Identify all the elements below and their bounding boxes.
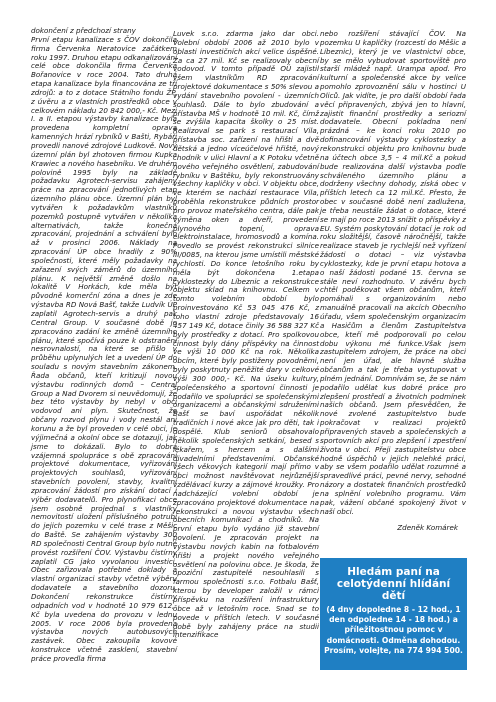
article-text-2: Luvek s.r.o. zdarma jako dar obci. Volební období 2006 až 2010 bylo v oblasti investičních akcí velice úspěšné. Za ca 27 mil. Kč se realizovaly obecní vodovod. V tomto případě OÚ zajistil všem vlastníkům RD zpracování projektové dokumentace s 50% slevou a vydání stavebního povolení - územních souhlasů. Dále to bylo zbudování a přístavba MŠ v hodnotě 10 mil. Kč, čímž se zvýšila kapacita školky o 25 míst. Realizoval se park s restaurací Vila, přístavba soc. zařízení na hřišti a dvě dětská a jedno víceúčelové hřiště, nový chodník v ulici Hlavní a K Potoku včetně nového veřejného osvětlení, zabudování rybníku v Baštěku, byly rekonstruovány všechny kapličky v obci. V objektu obce, ve kterém se nachází restaurace Vila, proběhla rekonstrukce půdních prostor pro provoz mateřského centra, dále pak výměna oken a dveří, provedení plynového topení, oprava elektroinstalace, hromosvodů a komína. Povedlo se provést rekonstrukci silnice III/0085, na kterou jsme umístili městské rychlosti. Do konce letošního roku by měla být dokončena 1.etapa cyklostezky do Líbeznic a rekonstrukce objektu sklad na knihovnu. Celkem v tomto volebním období bylo proinvestováno Kč 53 045 476 Kč, z toho vlastní zdroje představovaly 16 457 149 Kč, dotace činily 36 588 327 Kč byly prostředky z dotací. Pro spolkovou činnost byly dány příspěvky na činnost ve výši 10 000 Kč na rok. Několika obcím, které byly postiženy povodněmi, byly poskytnuty peněžité dary v celkové výši 300 000,- Kč. Na úseku kultury, společenského a sportovní činnosti je podařilo ve spolupráci se společenskými organizacemi a občanskými sdruženími Bašť se baví uspořádat několik tradičních i nové akce jak pro děti, tak i dospělé. Klub seniorů obsahovalo několik společenských setkání, besed s lékařem, s hercem a s dalšími divadelními představeními. Občanské všech věkových kategorií mají přímo v obci možnost navštěvovat nejrůznější vzdělávací kurzy a zájmové kroužky. Pro nadcházející volební období je zpracováno projektové dokumentace na rekonstrukci a novou výstavbu všech obecních komunikací a chodníků. Na první etapu bylo vydáno již stavební povolení. Je zpracován projekt na výstavbu nových kabin na fotbalovém hřišti a projekt nového veřejného osvětlení na polovinu obce. Je škoda, že opoziční zastupitelé nesouhlasili s farmou společnosti s.r.o. Fotbalu Bašť, kterou by developer založil v rámci příspěvku na rozšíření infrastruktury obce až v letošním roce. Snad se to povede v příštích letech. V současné době byly zahájeny práce na studii intenzifikace bbox=[173, 29, 319, 640]
classified-ad-box bbox=[320, 558, 467, 670]
article-text-1: První etapu kanalizace s ČOV dokončila firma Červenka Neratovice začátkem roku 1997. Druhou etapu odkanalizování celé obce dokončila firma Červenka Bořanovice v roce 2004. Tato druhá etapa kanalizace byla financována ze tří zdrojů: a to z dotace Státního fondu ŽP, z úvěru a z vlastních prostředků obce v celkovém nákladu 20 842 000,- Kč. Mezi I. a II. etapou výstavby kanalizace byla provedena kompletní oprava kamenných hrází rybníků v Bašti, Rybáři provedli nanové zdrojové Ludkově. Nový územní plán byl zhotoven firmou Kupka Krawiec a nového hasebníku. Ve druhém polovině 1995 byly na základě požadavku Agrotech-servisu zahájeny práce na zpracování jednotlivých etap územního plánu obce. Územní plán byl vytvářen k požadavkům vlastníků pozemků postupně vytvářen v několika alternativách, takže konečná zpracování, projednání a schválení bylo až v prosinci 2006. Náklady na zpracování ÚP obce hradily z 90% společnosti, které měly požadavky na zařazení svých záměrů do územního plánu. K největší změně došlo na lokalitě V Horkách, kde měla být původně komerční zóna a dnes je zde výstavba RD Nová Bašť, takže Ludvík ÚP zaplatil Agrotech-servis a druhý pak Central Group. V současné době je zpracováno zadání ke změně územního plánu, které spočívá pouze k odstranění nesrovnalostí, na které se přišlo v průběhu uplynulých let a uvedení ÚP do souladu s novým stavebním zákonem. Řada občanů, kteří kritizují novou výstavbu rodinných domů – Central Group a Nad Dvorem si neuvědomují, že bez této výstavby by nebyl v obci vodovod ani plyn. Skutečnost, že občany rozvod plynu i vody nestál ani korunu a že byl proveden v celé obci, je výjimečná a okolní obce se dotazují, jak jsme to dokázali. Bylo to dobrá vzájemná spolupráce s obě zpracování projektové dokumentace, vyřizování projektových souhlasů, vyřizování stavebních povolení, stavby, kvalitní zpracování žádostí pro získání dotací i výběr dodavatelů. Pro plynofikaci obce jsem osobně projednal s vlastníky nemovitostí uložení příslušného potrubí do jejich pozemku v celé trase z Měšic do Baště. Se zahájením výstavby 300 RD společnosti Central Group bylo nutné provést rozšíření ČOV. Výstavbu čistírny zaplatil CG jako vyvolanou investici. Obec zařizovala potřebné doklady a vlastní organizaci stavby včetně výběru dodavatele a stavebního dozoru. Dokončení rekonstrukce čistírny odpadních vod v hodnotě 10 979 612,- Kč byla uvedena do provozu v lednu 2005. V roce 2006 byla provedena výstavba nových autobusových zastávek. Obec zakoupila kovové konstrukce včetně zasklení, stavební práce provedla firma bbox=[31, 34, 178, 663]
author-signature: Zdeněk Komárek bbox=[397, 523, 458, 533]
article-column-2 bbox=[173, 30, 319, 640]
article-column-3 bbox=[320, 30, 466, 533]
ad-title: Hledám paní na celotýdenní hlídání dětí bbox=[336, 566, 451, 602]
continued-note: dokončení z předchozí strany bbox=[31, 26, 136, 35]
article-column-1 bbox=[31, 27, 177, 664]
ad-body: (4 dny dopoledne 8 - 12 hod., 1 den odpoledne 14 - 18 hod.) a příležitostnou pomoc v domácnosti. Odměna dohodou. Prosím, volejte, na 774 994 500. bbox=[324, 605, 463, 655]
article-text-3: nebo rozšíření stávající ČOV. Na pozemku U kapličky (rozcestí do Měšic a Líbeznic), který je ve vlastnictví obce, by se mělo vybudovat sportoviště pro starší mládež např. Urampa apod. Pro kulturní a společenské akce by velice pomohlo zprovoznění sálu v hostinci U Oliců. Jak vidíte, je pro další období řada věcí připravených, zbývá jen to hlavní, zajistit finanční prostředky a seriozní dodavatele. Obecní pokladna není prázdná – ke konci roku 2010 po dofinancování výstavby cyklostezky a rekonstrukci objektu pro knihovnu bude na účtech obce 3,5 – 4 mil.Kč a pokud bude realizována další výstavba podle schváleného územního plánu a dodrženy všechny dohody, získá obec v příštích letech ca 12 mil.Kč. Přesto, že obec v současné době není zadlužena, je třeba neustále žádat o dotace, které se mají po roce 2013 snížit o příspěvky z EU. Systém poskytování dotací je rok od roku složitější, časově náročnější, takže realizace staveb je rychlejší než vyřízení žádosti o dotaci – viz výstavba cyklostezky, kde je první etapu hotova a o naší žádosti podané 15. června se stále neví rozhodnuto. V závěru bych chtěl poděkovat všem občanům, kteří pomáhali s organizováním nebo manuálně pracovali na akcích Obecního úřadu, všem společenským organizacím a Hasičům a členům Zastupitelstva obce, kteří mě podporovali po celou dobu výkonu mé funkce.Však jsem zastupitelem zdrojem, že práce na obci není jen úřad, ale hlavně služba občanům a tak je třeba vystupovat v plném jednání. Domnívám se, že se nám podařilo udělat kus dobré práce pro zlepšení prostředí a životních podmínek našich občanů. Jsem přesvědčen, že nové zvolené zastupitelstvo bude pokračovat v realizaci projektů připravených staveb a společenských a sportovních akcí pro zlepšení i zpestření života v obci. Přeji zastupitelstvu obce hodně úspěchů v jejich nelehké práci, aby se všem podařilo udělat rozumné a spravedlivé práci, pevné nervy, sehodné názory a dostatek finančních prostředků na splnění volebního programu. Vám pak, vážení občané spokojený život v naší obci. bbox=[320, 29, 466, 516]
